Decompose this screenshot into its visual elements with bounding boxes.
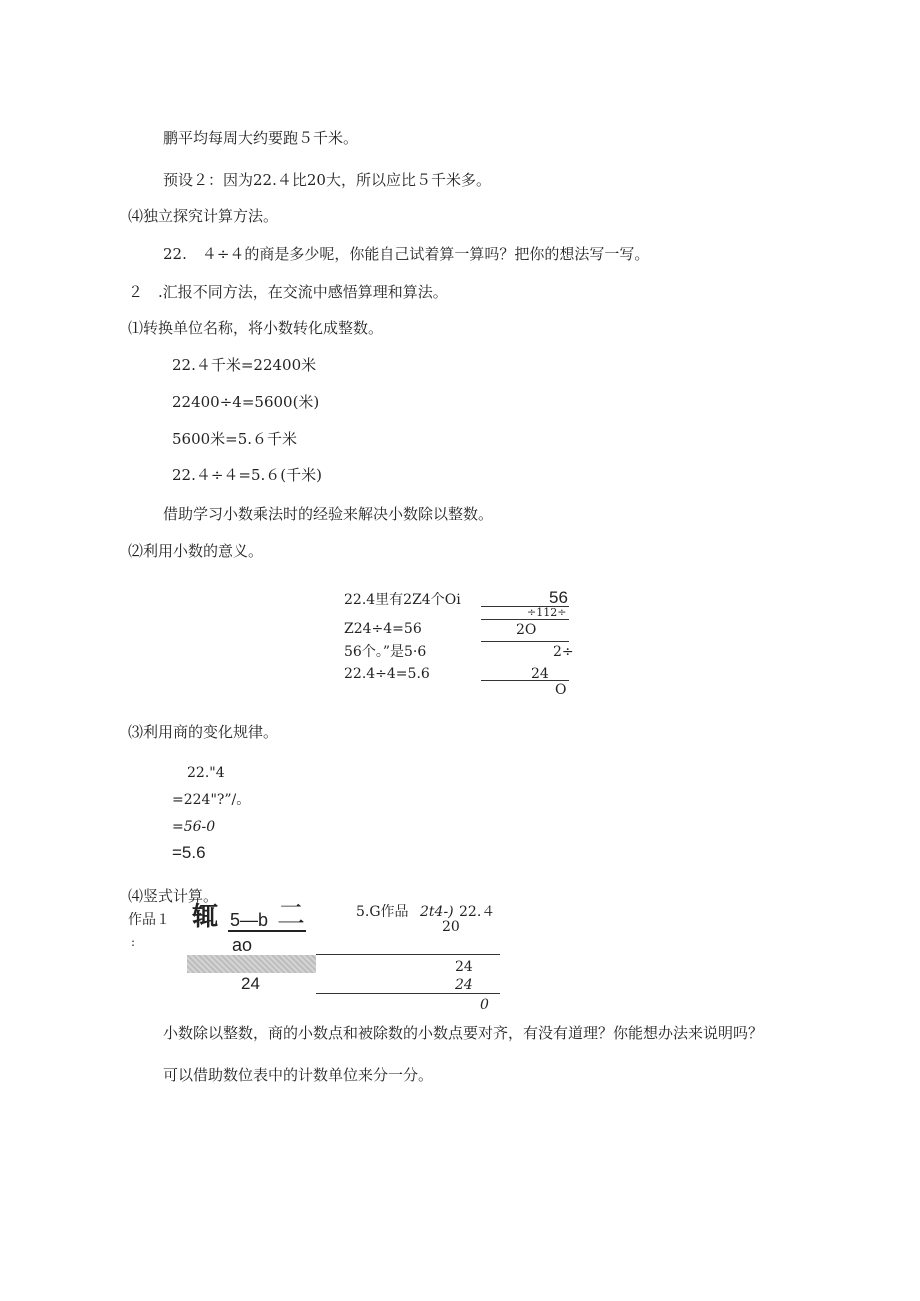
work-2-divisor: 2t4-) <box>420 904 454 920</box>
work-1-shaded-area <box>187 955 316 973</box>
method-3-line-3: =56-0 <box>172 819 216 835</box>
heading-method-3: ⑶利用商的变化规律。 <box>128 723 279 741</box>
paragraph-preset-2: 预设２：因为22.４比20大，所以应比５千米多。 <box>163 171 491 189</box>
paragraph-experience: 借助学习小数乘法时的经验来解决小数除以整数。 <box>163 505 494 523</box>
paragraph-answer-place-value: 可以借助数位表中的计数单位来分一分。 <box>163 1066 434 1084</box>
method-2-line-3: 56个。”是5·6 <box>344 644 427 660</box>
equation-2: 22400÷4=5600(米) <box>172 393 320 411</box>
work-1-char: 二 <box>277 898 306 931</box>
division-divisor: ÷112÷ <box>527 606 567 619</box>
heading-independent-explore: ⑷独立探究计算方法。 <box>128 207 279 225</box>
work-1-label: 作品１ <box>128 912 170 928</box>
heading-method-4: ⑷竖式计算。 <box>128 887 219 905</box>
work-2-rule-1 <box>316 954 500 955</box>
work-1-row-2: 24 <box>241 974 260 993</box>
heading-method-2: ⑵利用小数的意义。 <box>128 542 264 560</box>
division-row-3: 24 <box>531 666 549 682</box>
work-2-row-4: 0 <box>480 997 489 1013</box>
division-quotient: 56 <box>549 588 568 607</box>
heading-method-1: ⑴转换单位名称，将小数转化成整数。 <box>128 319 384 337</box>
division-row-1: 2O <box>516 622 537 638</box>
equation-4: 22.４÷４=5.６(千米) <box>172 466 323 484</box>
paragraph-question-decimal-point: 小数除以整数，商的小数点和被除数的小数点要对齐，有没有道理？你能想办法来说明吗？ <box>163 1024 764 1042</box>
division-row-2: 2÷ <box>553 644 574 660</box>
heading-report-methods: ２ .汇报不同方法，在交流中感悟算理和算法。 <box>128 283 448 301</box>
division-row-4: O <box>555 682 567 698</box>
work-1-row-1: aο <box>232 935 253 955</box>
work-2-prefix: 5.G作品 <box>356 904 409 920</box>
work-1-quotient-text: 5—b <box>230 910 269 930</box>
method-3-line-1: 22."4 <box>187 765 225 781</box>
method-2-line-1: 22.4里有2Z4个Oi <box>344 592 461 608</box>
work-1-handwritten-glyph: 辄 <box>192 902 219 932</box>
work-2-row-1: 20 <box>442 919 460 935</box>
paragraph-question: 22. ４÷４的商是多少呢，你能自己试着算一算吗？把你的想法写一写。 <box>163 245 650 263</box>
equation-1: 22.４千米=22400米 <box>172 356 317 374</box>
method-3-line-2: =224"?”/。 <box>172 792 251 808</box>
method-2-line-2: Z24÷4=56 <box>344 621 422 637</box>
work-2-row-2: 24 <box>455 959 473 975</box>
method-2-line-4: 22.4÷4=5.6 <box>344 666 430 682</box>
work-2-row-3: 24 <box>455 977 473 993</box>
work-2-dividend: 22.４ <box>459 904 496 920</box>
method-3-line-4: =5.6 <box>172 843 206 862</box>
work-2-rule-2 <box>316 993 500 994</box>
work-1-colon: : <box>131 935 136 949</box>
equation-3: 5600米=5.６千米 <box>172 430 298 448</box>
paragraph-result: 鹏平均每周大约要跑５千米。 <box>163 129 359 147</box>
work-1-rule <box>228 930 306 932</box>
